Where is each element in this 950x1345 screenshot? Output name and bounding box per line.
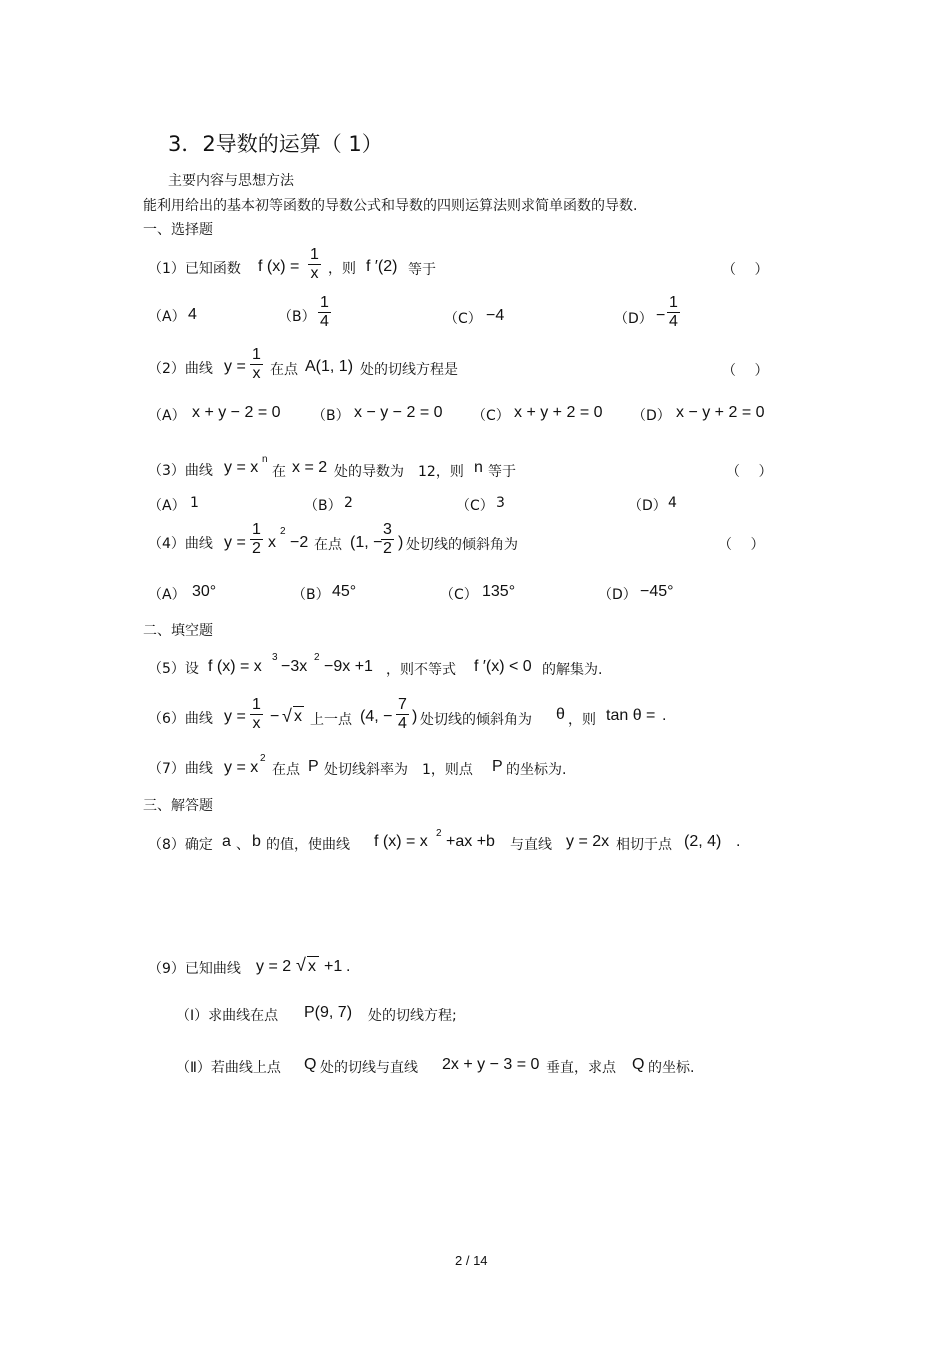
q5-lhs: f (x) = x: [208, 658, 262, 675]
q4-opt-a-label: （A）: [148, 587, 186, 603]
q8-mid3: 相切于点: [616, 837, 672, 853]
q8-sep: 、: [236, 837, 250, 853]
q6-end: .: [662, 707, 667, 724]
q5-number: （5）设: [148, 661, 199, 677]
q5-exp1: 3: [272, 652, 278, 663]
q6-number: （6）曲线: [148, 711, 213, 727]
sqrt-bar: [293, 706, 304, 707]
q3-tail: 等于: [488, 464, 516, 480]
subtitle: 主要内容与思想方法: [168, 173, 294, 189]
q4-opt-c-label: （C）: [440, 587, 478, 603]
q3-opt-b-label: （B）: [304, 498, 342, 514]
q3-opt-d-label: （D）: [628, 498, 667, 514]
q3-lhs: y = x: [224, 459, 259, 476]
q4-mid: 在点: [314, 537, 342, 553]
q8-mid: 的值，使曲线: [266, 837, 350, 853]
q2-opt-d: x − y + 2 = 0: [676, 404, 765, 421]
sqrt-icon: √: [296, 955, 306, 975]
q4-opt-b: 45°: [332, 583, 357, 600]
q9-p1-tail: 处的切线方程;: [368, 1008, 457, 1024]
q4-rest: −2: [290, 534, 309, 551]
q6-point-fraction: [396, 696, 409, 733]
q9-p2-tail: 的坐标.: [648, 1060, 695, 1076]
q1-tail: 等于: [408, 262, 436, 278]
q3-var: n: [474, 459, 483, 476]
q6-pt-den: 4: [398, 715, 407, 732]
q4-opt-d: −45°: [640, 583, 674, 600]
q8-line: y = 2x: [566, 833, 610, 850]
q4-point-open: (1, −: [350, 534, 383, 551]
q6-pt-num: 7: [398, 696, 407, 713]
q6-fraction: [250, 696, 263, 733]
q5-term2: −3x: [281, 658, 308, 675]
q1-opt-b-frac: [318, 294, 331, 331]
q8-number: （8）确定: [148, 837, 213, 853]
q9-sqrt-arg: x: [308, 958, 316, 975]
q4-answer-blank: （ ）: [718, 537, 765, 553]
q6-mid2: ，则: [568, 712, 596, 728]
q9-p2-line: 2x + y − 3 = 0: [442, 1056, 540, 1073]
section-fill: 二、填空题: [143, 623, 213, 639]
q9-p2-mid2: 垂直，求点: [546, 1060, 616, 1076]
q1-opt-b-label: （B）: [278, 309, 316, 325]
q2-lhs: y =: [224, 358, 246, 375]
q1-opt-d-label: （D）: [614, 311, 653, 327]
q1-opt-a: 4: [188, 306, 197, 323]
q6-tail: 处切线的倾斜角为: [420, 712, 532, 728]
q1-answer-blank: （ ）: [722, 262, 769, 278]
q8-mid2: 与直线: [510, 837, 552, 853]
q6-mid: 上一点: [310, 712, 352, 728]
q7-exponent: 2: [260, 753, 266, 764]
q1-frac-num: 1: [310, 246, 319, 263]
q3-number: （3）曲线: [148, 463, 213, 479]
q2-tail: 处的切线方程是: [360, 362, 458, 378]
q3-exponent: n: [262, 454, 268, 465]
q7-number: （7）曲线: [148, 761, 213, 777]
q6-lhs: y =: [224, 708, 246, 725]
q9-p2-var: Q: [304, 1056, 317, 1073]
q6-tan: tan θ =: [606, 707, 656, 724]
q6-minus: −: [270, 708, 280, 725]
q9-lhs: y = 2: [256, 958, 292, 975]
q6-frac-den: x: [252, 715, 261, 732]
q1-opt-b-num: 1: [320, 294, 329, 311]
q1-expr: f ′(2): [366, 258, 398, 275]
q2-frac-num: 1: [252, 346, 261, 363]
q7-mid: 在点: [272, 762, 300, 778]
q3-opt-d: 4: [668, 495, 677, 511]
q4-pt-num: 3: [383, 521, 392, 538]
q4-tail: 处切线的倾斜角为: [406, 537, 518, 553]
q5-exp2: 2: [314, 652, 320, 663]
q8-rest: +ax +b: [446, 833, 495, 850]
q9-p2-mid: 处的切线与直线: [320, 1060, 418, 1076]
q1-number: （1）已知函数: [148, 261, 241, 277]
q3-xeq: x = 2: [292, 459, 328, 476]
q1-mid: ，则: [328, 261, 356, 277]
section-answer: 三、解答题: [143, 798, 213, 814]
q8-point: (2, 4): [684, 833, 722, 850]
q9-end: .: [346, 958, 351, 975]
q2-opt-c: x + y + 2 = 0: [514, 404, 603, 421]
q1-opt-c: −4: [486, 307, 505, 324]
q9-p1-label: （Ⅰ）求曲线在点: [176, 1008, 279, 1024]
q1-opt-c-label: （C）: [444, 311, 482, 327]
q2-opt-a-label: （A）: [148, 408, 186, 424]
q3-opt-c-label: （C）: [456, 498, 494, 514]
q6-frac-num: 1: [252, 696, 261, 713]
q3-opt-b: 2: [344, 495, 353, 511]
q2-opt-b: x − y − 2 = 0: [354, 404, 443, 421]
q3-opt-c: 3: [496, 495, 505, 511]
q4-exponent: 2: [280, 526, 286, 537]
q1-fraction: [308, 246, 321, 283]
q1-frac-den: x: [310, 265, 319, 282]
q9-number: （9）已知曲线: [148, 961, 241, 977]
q4-frac-den: 2: [252, 540, 261, 557]
q4-opt-b-label: （B）: [292, 587, 330, 603]
q8-lhs: f (x) = x: [374, 833, 428, 850]
q7-lhs: y = x: [224, 759, 259, 776]
q6-point-close: ): [412, 708, 418, 725]
q3-opt-a-label: （A）: [148, 498, 186, 514]
q1-lhs: f (x) =: [258, 258, 300, 275]
q6-theta: θ: [556, 706, 565, 723]
q4-x: x: [268, 534, 276, 551]
q9-rest: +1: [324, 958, 343, 975]
q4-point-close: ): [398, 534, 404, 551]
q4-pt-den: 2: [383, 540, 392, 557]
intro-text: 能利用给出的基本初等函数的导数公式和导数的四则运算法则求简单函数的导数.: [143, 198, 638, 214]
q2-mid: 在点: [270, 362, 298, 378]
q4-opt-a: 30°: [192, 583, 217, 600]
q1-opt-a-label: （A）: [148, 309, 186, 325]
q1-opt-d-num: 1: [669, 294, 678, 311]
q5-term3: −9x +1: [324, 658, 373, 675]
q9-p2-var2: Q: [632, 1056, 645, 1073]
q9-p1-point: P(9, 7): [304, 1004, 353, 1021]
q4-lhs: y =: [224, 534, 246, 551]
q5-expr: f ′(x) < 0: [474, 658, 532, 675]
q3-answer-blank: （ ）: [726, 464, 773, 480]
sqrt-icon: √: [282, 706, 292, 726]
q4-number: （4）曲线: [148, 536, 213, 552]
q2-opt-a: x + y − 2 = 0: [192, 404, 281, 421]
q4-fraction: [250, 521, 263, 558]
q7-tail: 的坐标为.: [506, 762, 567, 778]
q8-b: b: [252, 833, 261, 850]
q4-opt-c: 135°: [482, 583, 516, 600]
q1-opt-d-sign: −: [656, 307, 666, 324]
q4-point-fraction: [381, 521, 394, 558]
q3-opt-a: 1: [190, 495, 199, 511]
q7-mid2: 处切线斜率为 1，则点: [324, 762, 473, 778]
q4-opt-d-label: （D）: [598, 587, 637, 603]
q2-opt-b-label: （B）: [312, 408, 350, 424]
q2-opt-c-label: （C）: [472, 408, 510, 424]
sqrt-bar: [307, 956, 319, 957]
q2-frac-den: x: [252, 365, 261, 382]
q2-opt-d-label: （D）: [632, 408, 671, 424]
q6-point-open: (4, −: [360, 708, 393, 725]
section-choice: 一、选择题: [143, 222, 213, 238]
q1-opt-d-frac: [667, 294, 680, 331]
q8-a: a: [222, 833, 231, 850]
q8-exponent: 2: [436, 828, 442, 839]
q2-number: （2）曲线: [148, 361, 213, 377]
q5-mid: ，则不等式: [386, 662, 456, 678]
q3-mid2: 处的导数为 12，则: [334, 464, 464, 480]
q7-var: P: [308, 758, 319, 775]
q1-opt-d-den: 4: [669, 313, 678, 330]
q2-point: A(1, 1): [305, 358, 354, 375]
page-number: 2 / 14: [455, 1253, 488, 1268]
q4-frac-num: 1: [252, 521, 261, 538]
q2-answer-blank: （ ）: [722, 363, 769, 379]
q2-fraction: [250, 346, 263, 383]
q9-p2-label: （Ⅱ）若曲线上点: [176, 1060, 281, 1076]
q6-sqrt-arg: x: [294, 708, 302, 725]
q7-var2: P: [492, 758, 503, 775]
q5-tail: 的解集为.: [542, 662, 603, 678]
q1-opt-b-den: 4: [320, 313, 329, 330]
page-title: 3．2导数的运算（ 1）: [168, 132, 383, 156]
q8-end: .: [736, 833, 741, 850]
q3-mid: 在: [272, 464, 286, 480]
